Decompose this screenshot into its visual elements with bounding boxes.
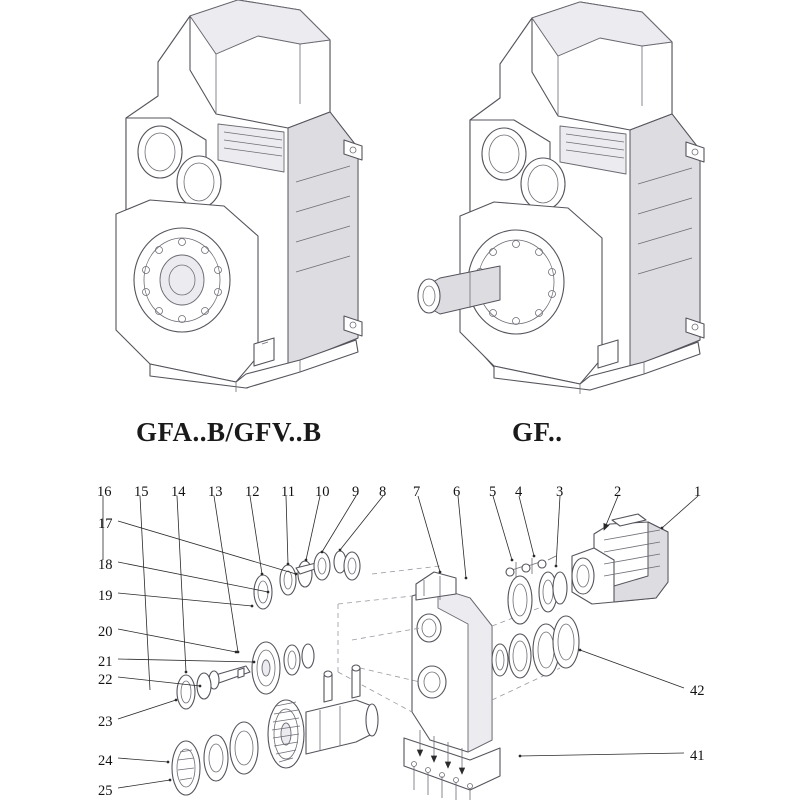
- callout-14: 14: [171, 484, 186, 500]
- callout-18: 18: [98, 557, 113, 573]
- callout-6: 6: [453, 484, 461, 500]
- callout-24: 24: [98, 753, 113, 769]
- callout-13: 13: [208, 484, 223, 500]
- callout-7: 7: [413, 484, 421, 500]
- callout-42: 42: [690, 683, 705, 699]
- callout-4: 4: [515, 484, 523, 500]
- caption-gfa-gfv: GFA..B/GFV..B: [136, 417, 322, 447]
- shaft-and-rings-upper: [254, 551, 360, 609]
- exploded-assembly-view: [103, 496, 698, 800]
- callout-3: 3: [556, 484, 564, 500]
- gearbox-gf-isometric: [418, 2, 704, 394]
- callout-20: 20: [98, 624, 113, 640]
- callout-41: 41: [690, 748, 705, 764]
- caption-gf: GF..: [512, 417, 563, 447]
- callout-2: 2: [614, 484, 622, 500]
- callout-5: 5: [489, 484, 497, 500]
- gearbox-gfa-gfv-isometric: [116, 0, 362, 392]
- motor-unit: [572, 514, 668, 604]
- callout-23: 23: [98, 714, 113, 730]
- callout-9: 9: [352, 484, 360, 500]
- callout-15: 15: [134, 484, 149, 500]
- callout-1: 1: [694, 484, 702, 500]
- callout-22: 22: [98, 672, 113, 688]
- callout-19: 19: [98, 588, 113, 604]
- callout-16: 16: [97, 484, 112, 500]
- callout-11: 11: [281, 484, 295, 500]
- callout-25: 25: [98, 783, 113, 799]
- pinion-shaft-assembly: [177, 642, 314, 709]
- callout-21: 21: [98, 654, 113, 670]
- callout-8: 8: [379, 484, 387, 500]
- callout-10: 10: [315, 484, 330, 500]
- bearing-rings-right: [492, 572, 579, 678]
- callout-17: 17: [98, 516, 113, 532]
- callout-12: 12: [245, 484, 260, 500]
